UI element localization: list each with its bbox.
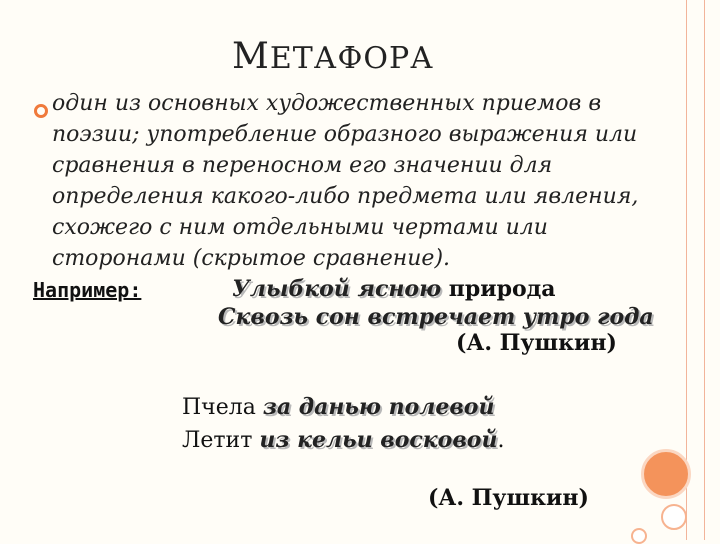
bullet-ring-icon: [34, 104, 48, 118]
example1-line1-rest: природа: [441, 276, 556, 302]
decor-circle-icon: [641, 449, 691, 499]
example-label: Например:: [33, 278, 142, 302]
example2-author: (А. Пушкин): [428, 485, 589, 511]
metaphor-highlight: за данью полевой: [262, 394, 495, 420]
slide-title: [232, 36, 434, 77]
example2-line1: [182, 394, 494, 420]
metaphor-highlight: Улыбкой ясною: [232, 276, 442, 302]
example1-line1: [232, 276, 556, 302]
decor-circle-icon: [661, 504, 687, 530]
definition-text: один из основных художественных приемов в поэзии; употребление образного выражения или сравнения в переносном его значении для определения какого-либо предмета или явления, схожего с ним отдельными чертами или сторонами (скрытое сравнение).: [52, 91, 639, 271]
frame-line: [704, 0, 705, 540]
example2-line1-plain: Пчела: [182, 395, 263, 420]
metaphor-highlight: Сквозь сон встречает утро года: [218, 304, 654, 330]
metaphor-highlight: из кельи восковой: [259, 427, 498, 453]
example1-author: (А. Пушкин): [456, 330, 617, 356]
title-rest: ЕТАФОРА: [269, 41, 434, 76]
example2-line2-plain: Летит: [182, 428, 260, 453]
example2-line2: [182, 427, 504, 453]
example2-line2-end: .: [497, 428, 505, 453]
title-first-letter: М: [232, 36, 270, 77]
decor-circle-icon: [631, 528, 647, 544]
example1-line2: [218, 304, 654, 330]
